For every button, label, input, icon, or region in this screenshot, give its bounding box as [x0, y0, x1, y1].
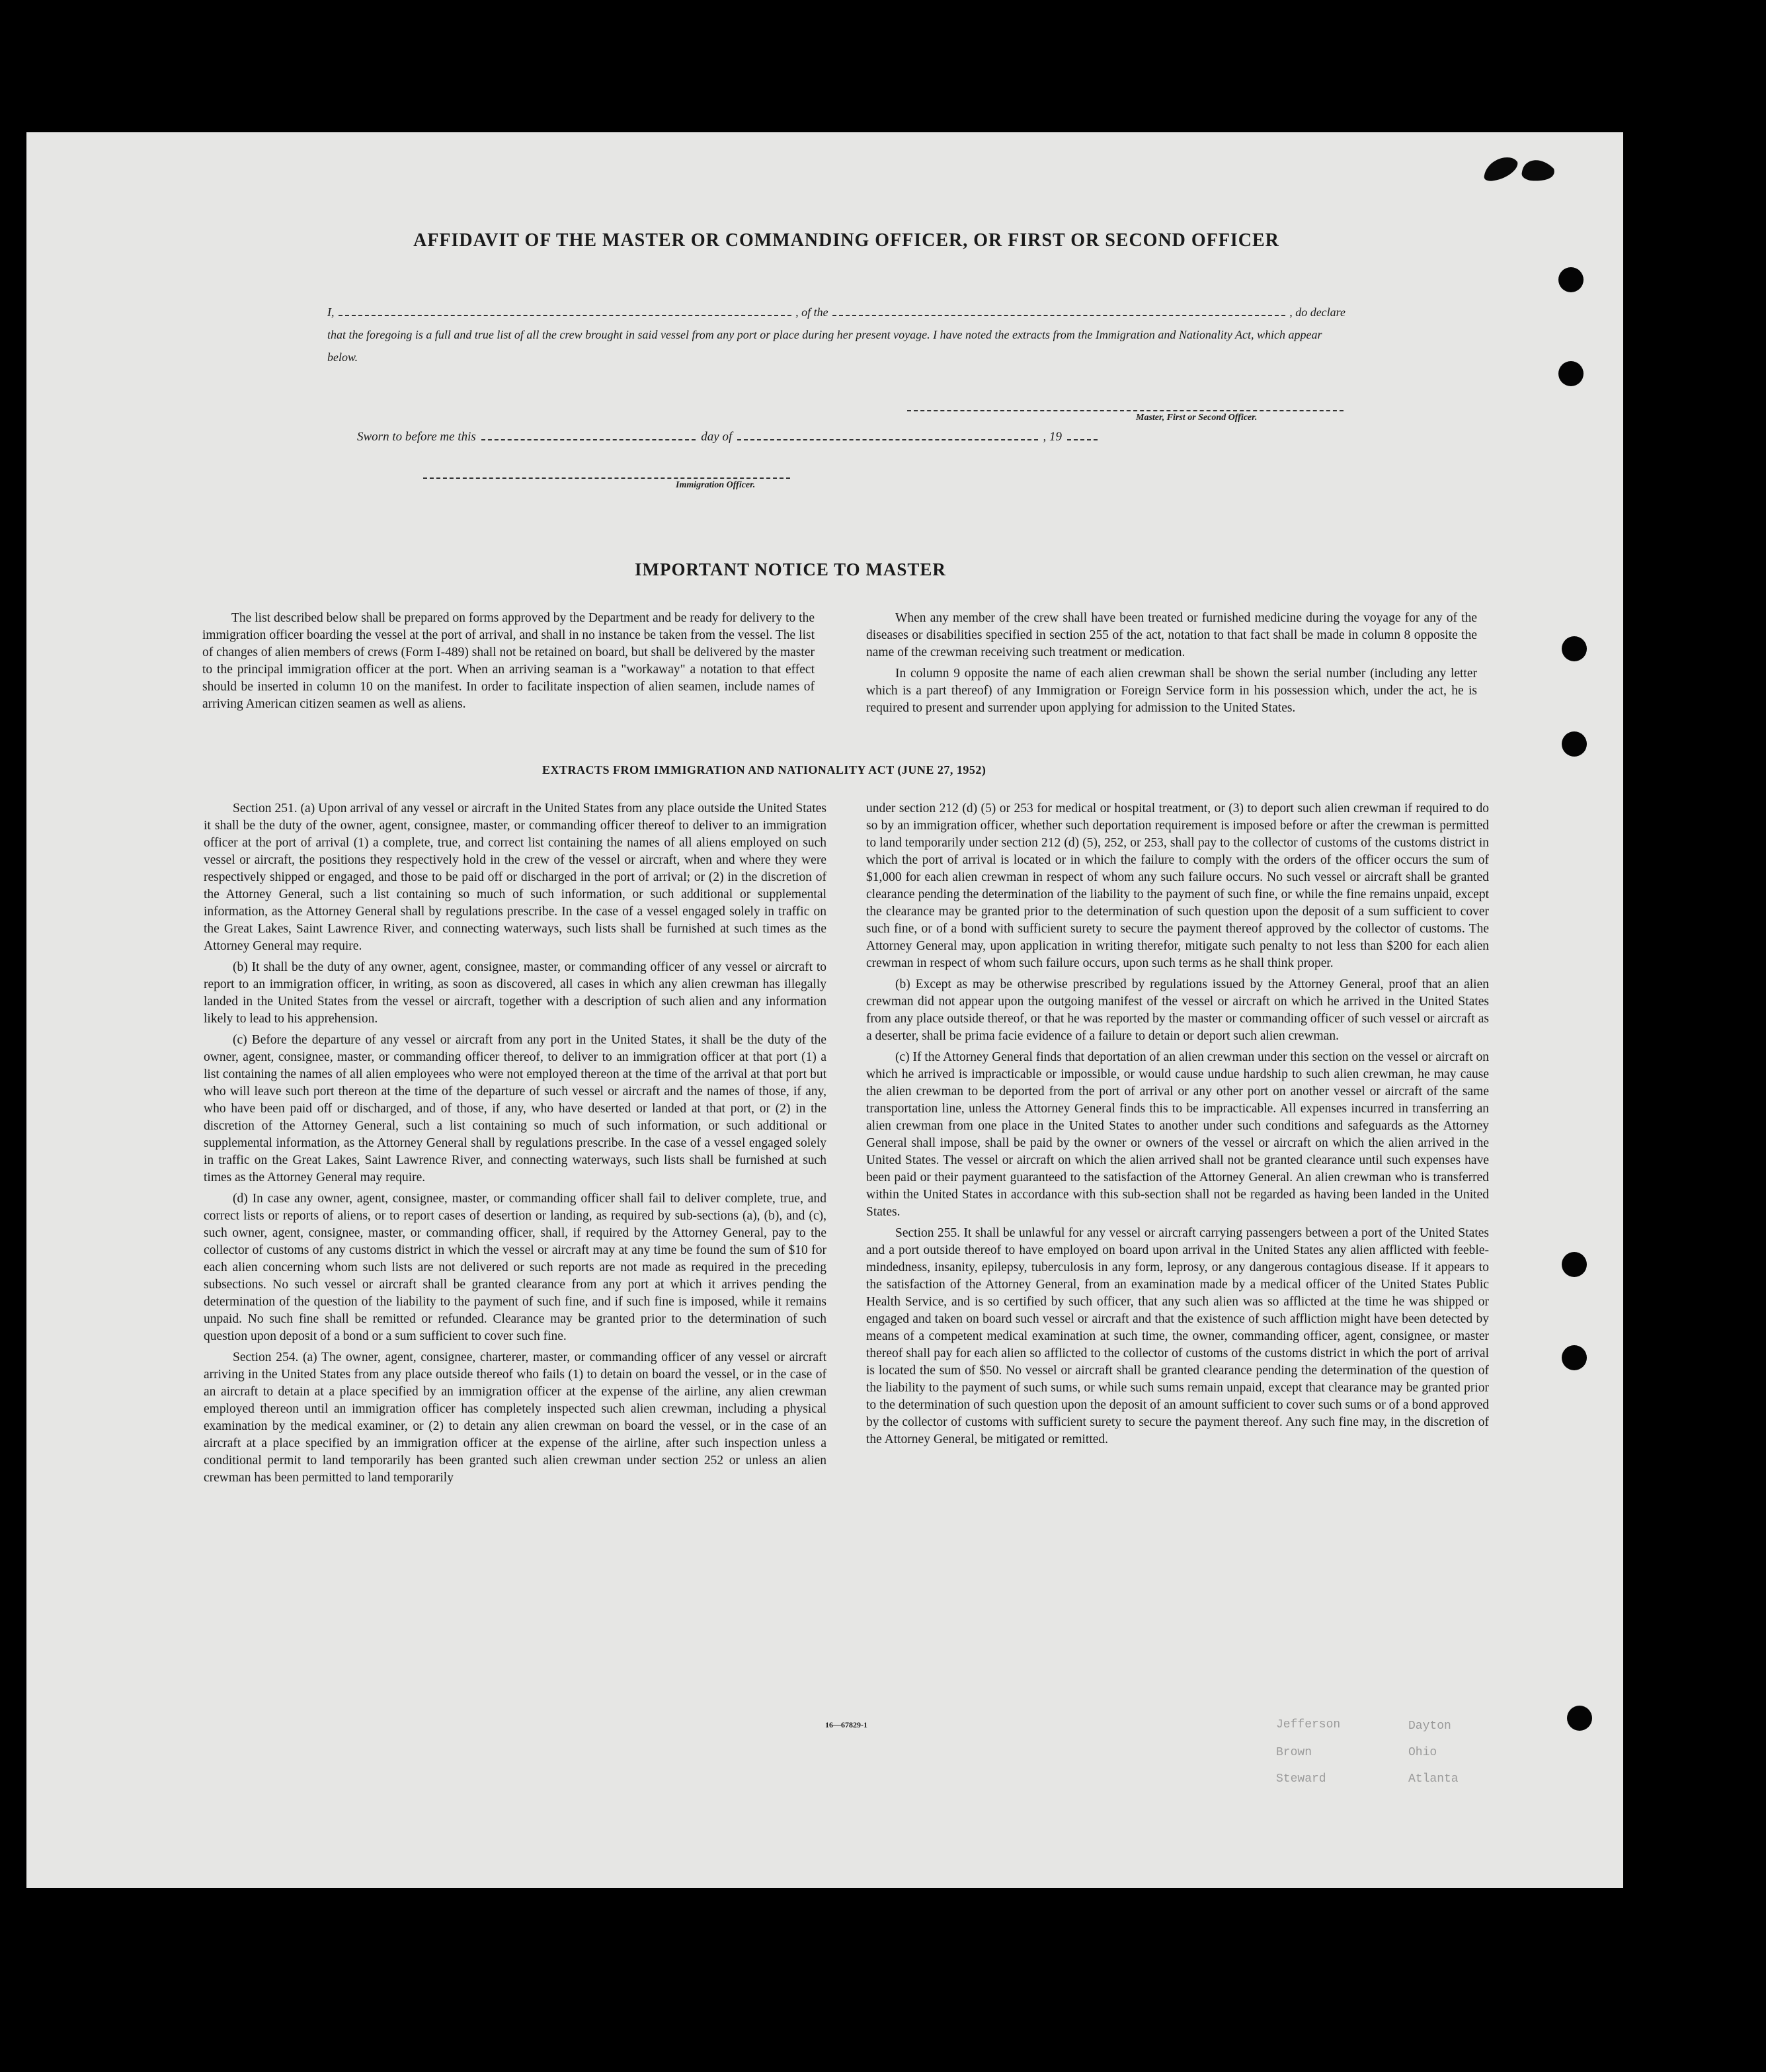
section-251-c: (c) Before the departure of any vessel or aircraft from any port in the United States, it shall be the duty of the owner, agent, consignee, master, or commanding officer thereof, to deliver to an immigration officer at that port (1) a list containing the names of all alien employees who were not employed thereon at the time of the arrival at that port but who will leave such port thereon at the time of the departure of such vessel or aircraft and the names of those, if any, who have been paid off or discharged, and of those, if any, who have deserted or landed at that port, or (2) in the discretion of the Attorney General, such a list containing so much of such information, or such additional or supplemental information, as the Attorney General shall by regulations prescribe. In the case of a vessel engaged solely in traffic on the Great Lakes, Saint Lawrence River, and connecting waterways, such lists shall be furnished at such times as the Attorney General may require.	[204, 1033, 826, 1184]
bleed-through-text: Jefferson	[1276, 1718, 1341, 1731]
notice-left	[202, 610, 815, 717]
bleed-through-text: Ohio	[1408, 1746, 1437, 1759]
notice-right-para-2: In column 9 opposite the name of each alien crewman shall be shown the serial number (including any letter which is a part thereof) of any Immigration or Foreign Service form in his possession which, under the act, he is required to present and surrender upon applying for admission to the United States.	[866, 667, 1477, 715]
section-255: Section 255. It shall be unlawful for any vessel or aircraft carrying passengers between a port of the United States and a port outside thereof to have employed on board upon arrival in the United States any alien afflicted with feeble-mindedness, insanity, epilepsy, tuberculosis in any form, leprosy, or any dangerous contagious disease. If it appears to the satisfaction of the Attorney General, from an examination made by a medical officer of the United States Public Health Service, and is so certified by such officer, that any such alien was so afflicted at the time he was shipped or engaged and taken on board such vessel or aircraft and that the existence of such affliction might have been detected by means of a competent medical examination at such time, the owner, commanding officer, agent, consignee, or master thereof shall pay for each alien so afflicted to the collector of customs of the customs district in which the port of arrival is located the sum of $50. No vessel or aircraft shall be granted clearance pending the determination of the question of the liability to the payment of such sums, or while such sums remain unpaid, except that clearance may be granted prior to the determination of such question upon the deposit of an amount sufficient to cover such sums or of a bond approved by the collector of customs with sufficient surety to secure the payment thereof. Any such fine may, in the discretion of the Attorney General, be mitigated or remitted.	[866, 1226, 1489, 1446]
punch-hole	[1558, 361, 1584, 386]
master-signature-label: Master, First or Second Officer.	[1136, 413, 1258, 423]
section-251-b: (b) It shall be the duty of any owner, agent, consignee, master, or commanding officer of any vessel or aircraft to report to an immigration officer, in writing, as soon as discovered, all cases in which any alien crewman has illegally landed in the United States from the vessel or aircraft, together with a description of such alien and any information likely to lead to his apprehension.	[204, 960, 826, 1026]
notice-right-para-1: When any member of the crew shall have been treated or furnished medicine during the voyage for any of the diseases or disabilities specified in section 255 of the act, notation to that fact shall be made in column 8 opposite the name of the crewman receiving such treatment or medication.	[866, 611, 1477, 659]
section-251-a: Section 251. (a) Upon arrival of any vessel or aircraft in the United States from any place outside the United States it shall be the duty of the owner, agent, consignee, master, or commanding officer thereof to deliver to an immigration officer at the port of arrival (1) a complete, true, and correct list containing the names of all aliens employed on such vessel or aircraft, the positions they respectively hold in the crew of the vessel or aircraft, when and where they were respectively shipped or engaged, and those to be paid off or discharged in the port of arrival; or (2) in the discretion of the Attorney General, such a list containing so much of such information, or such additional or supplemental information, as the Attorney General shall by regulations prescribe. In the case of a vessel engaged solely in traffic on the Great Lakes, Saint Lawrence River, and connecting waterways, such lists shall be furnished at such times as the Attorney General may require.	[204, 802, 826, 953]
punch-hole	[1562, 636, 1587, 661]
of-the-label: , of the	[795, 306, 828, 319]
sworn-day-blank	[481, 439, 696, 440]
punch-hole	[1562, 1345, 1587, 1370]
master-signature-line	[907, 410, 1344, 411]
bleed-through-text: Atlanta	[1408, 1772, 1459, 1786]
immigration-officer-label: Immigration Officer.	[676, 480, 756, 490]
bleed-through-text: Dayton	[1408, 1720, 1451, 1733]
declaration-text: that the foregoing is a full and true list of all the crew brought in said vessel from any port or place during her present voyage. I have noted the extracts from the Immigration and Nationality Act, which appear below.	[327, 328, 1322, 364]
notice-right	[866, 610, 1477, 721]
do-declare-label: , do declare	[1289, 306, 1345, 319]
punch-hole	[1562, 1252, 1587, 1277]
sworn-label: Sworn to before me this	[357, 430, 476, 444]
vessel-blank	[832, 315, 1286, 316]
ink-mark-icon	[1481, 149, 1560, 188]
affidavit-declaration	[327, 301, 1345, 368]
notice-title: IMPORTANT NOTICE TO MASTER	[635, 559, 946, 579]
extracts-left-column	[204, 800, 826, 1491]
section-254-a: Section 254. (a) The owner, agent, consignee, charterer, master, or commanding officer of any vessel or aircraft arriving in the United States from any place outside thereof who fails (1) to detain on board the vessel, or in the case of an aircraft to detain at a place specified by an immigration officer at the expense of the airline, any alien crewman employed thereon until an immigration officer has completely inspected such alien crewman, including a physical examination by the medical examiner, or (2) to detain any alien crewman on board the vessel, or in the case of an aircraft at a place specified by an immigration officer at the expense of the airline, after such inspection unless a conditional permit to land temporarily has been granted such alien crewman under section 252 or unless an alien crewman has been permitted to land temporarily	[204, 1350, 826, 1485]
bleed-through-text: Brown	[1276, 1746, 1312, 1759]
section-254-c: (c) If the Attorney General finds that deportation of an alien crewman under this section on the vessel or aircraft on which he arrived is impracticable or impossible, or would cause undue hardship to such alien crewman, he may cause the alien crewman to be deported from the port of arrival or any other port on another vessel or aircraft of the same transportation line, unless the Attorney General finds this to be impracticable. All expenses incurred in transferring an alien crewman from one place in the United States to another under such conditions and safeguards as the Attorney General shall impose, shall be paid by the owner or owners of the vessel or aircraft on which the alien arrived in the United States. The vessel or aircraft on which the alien arrived shall not be granted clearance until such expenses have been paid or their payment guaranteed to the satisfaction of the Attorney General. An alien crewman who is transferred within the United States in accordance with this sub-section shall not be regarded as having been landed in the United States.	[866, 1050, 1489, 1219]
i-label: I,	[327, 306, 335, 319]
form-number: 16—67829-1	[825, 1720, 867, 1729]
notice-left-text: The list described below shall be prepared on forms approved by the Department and be ready for delivery to the immigration officer boarding the vessel at the port of arrival, and shall in no instance be taken from the vessel. The list of changes of alien members of crews (Form I-489) shall not be retained on board, but shall be delivered by the master to the principal immigration officer at the port. When an arriving seaman is a "workaway" a notation to that effect should be inserted in column 10 on the manifest. In order to facilitate inspection of alien seamen, include names of arriving American citizen seamen as well as aliens.	[202, 611, 815, 711]
section-251-d: (d) In case any owner, agent, consignee, master, or commanding officer shall fail to deliver complete, true, and correct lists or reports of aliens, or to report cases of desertion or landing, as required by sub-sections (a), (b), and (c), such owner, agent, consignee, master, or commanding officer, shall, if required by the Attorney General, pay to the collector of customs of any customs district in which the vessel or aircraft may at any time be found the sum of $10 for each alien concerning whom such lists are not delivered or such reports are not made as required in the preceding subsections. No such vessel or aircraft shall be granted clearance from any port at which it arrives pending the determination of the question of the liability to the payment of such fine, and if such fine is imposed, while it remains unpaid. No such fine shall be remitted or refunded. Clearance may be granted prior to the determination of such question upon deposit of a bond or a sum sufficient to cover such fine.	[204, 1192, 826, 1343]
year-blank	[1067, 439, 1098, 440]
punch-hole	[1558, 267, 1584, 292]
extracts-right-column	[866, 800, 1489, 1452]
name-blank	[339, 315, 792, 316]
day-of-label: day of	[701, 430, 733, 444]
section-254-a-cont: under section 212 (d) (5) or 253 for medical or hospital treatment, or (3) to deport such alien crewman if required to do so by an immigration officer, whether such deportation requirement is imposed before or after the crewman is permitted to land temporarily under section 212 (d) (5), 252, or 253, shall pay to the collector of customs of the customs district in which the port of arrival is located or in which the failure to comply with the orders of the officer occurs the sum of $1,000 for each alien crewman in respect of whom any such failure occurs. No such vessel or aircraft shall be granted clearance pending the determination of the liability to the payment of such fine, or while the fine remains unpaid, except the clearance may be granted prior to the determination of such question upon the deposit of a sum sufficient to cover such fine, or of a bond with sufficient surety to secure the payment thereof approved by the collector of customs. The Attorney General may, upon application in writing therefor, mitigate such penalty to not less than $200 for each alien crewman in respect of whom such failure occurs, upon such terms as he shall think proper.	[866, 802, 1489, 970]
officer-signature-line	[423, 477, 790, 479]
punch-hole	[1567, 1706, 1592, 1731]
sworn-month-blank	[737, 439, 1037, 440]
extracts-title: EXTRACTS FROM IMMIGRATION AND NATIONALITY ACT (JUNE 27, 1952)	[542, 763, 986, 776]
bleed-through-text: Steward	[1276, 1772, 1326, 1786]
section-254-b: (b) Except as may be otherwise prescribed by regulations issued by the Attorney General, proof that an alien crewman did not appear upon the outgoing manifest of the vessel or aircraft on which he arrived in the United States from any place outside thereof, or that he was reported by the master or commanding officer of such vessel or aircraft as a deserter, shall be prima facie evidence of a failure to detain or deport such alien crewman.	[866, 977, 1489, 1043]
sworn-line	[357, 430, 1098, 444]
punch-hole	[1562, 731, 1587, 757]
affidavit-title: AFFIDAVIT OF THE MASTER OR COMMANDING OFFICER, OR FIRST OR SECOND OFFICER	[413, 230, 1279, 251]
year-label: , 19	[1043, 430, 1062, 444]
